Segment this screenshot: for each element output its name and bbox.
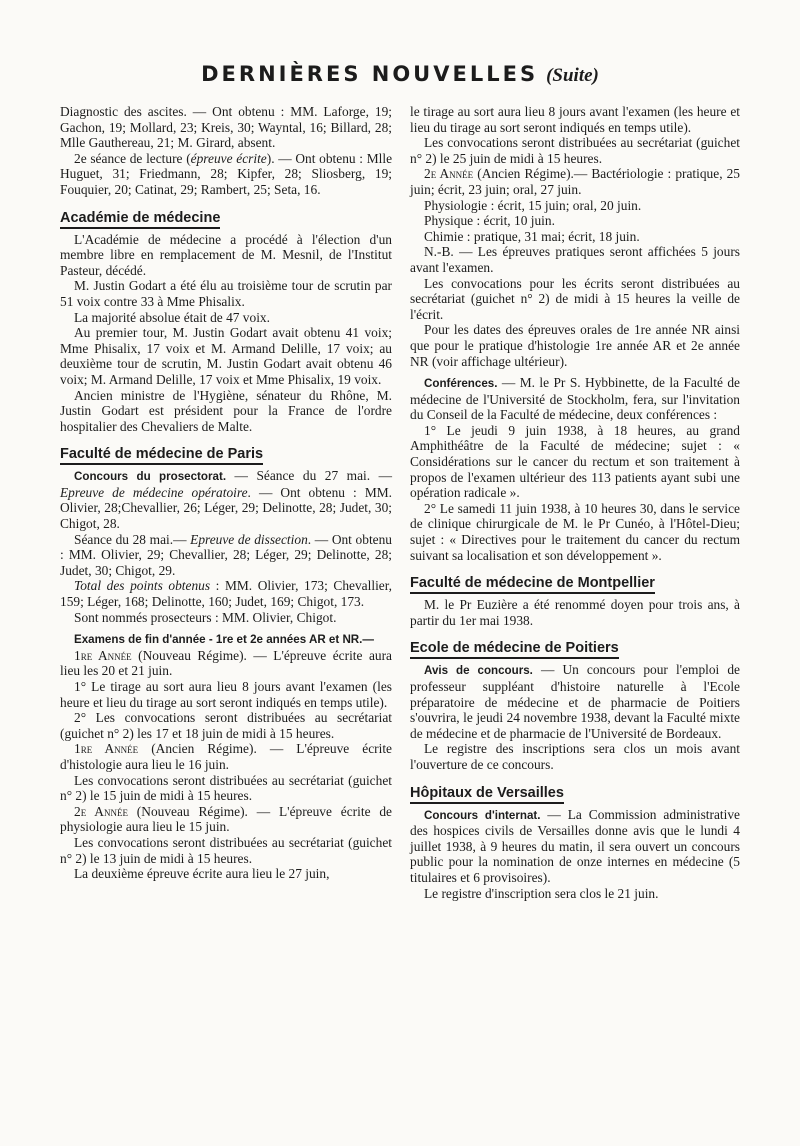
paragraph: 2e séance de lecture (épreuve écrite). — Ont obtenu : Mlle Huguet, 31; Friedmann, 28; Kipfer, 28; Sliosberg, 19; Fouquier, 20; Catinat, 29; Rambert, 25; Seta, 16. (60, 150, 393, 197)
section-academie (60, 209, 392, 435)
paragraph: Physiologie : écrit, 15 juin; oral, 20 juin. (424, 197, 642, 213)
paragraph: N.-B. — Les épreuves pratiques seront affichées 5 jours avant l'examen. (410, 244, 740, 275)
left-column (60, 104, 392, 882)
paragraph: Ancien ministre de l'Hygiène, sénateur du Rhône, M. Justin Godart est président pour la France de l'ordre hospitalier des Chevaliers de Malte. (60, 387, 392, 434)
paragraph: 1re Année (Ancien Régime). — L'épreuve écrite d'histologie aura lieu le 16 juin. (60, 741, 392, 772)
paragraph: L'Académie de médecine a procédé à l'élection d'un membre libre en remplacement de M. Mesnil, de l'Institut Pasteur, décédé. (60, 231, 392, 278)
title-suite: (Suite) (546, 65, 599, 86)
paragraph: Les convocations seront distribuées au secrétariat (guichet n° 2) le 13 juin de midi à 15 heures. (60, 834, 392, 866)
section-faculte-paris (60, 445, 392, 881)
section-versailles (410, 784, 740, 902)
paragraph: 1° Le tirage au sort aura lieu 8 jours avant l'examen (les heure et lieu du tirage au sort seront indiqués en temps utile). (60, 679, 392, 710)
section-montpellier (410, 574, 740, 628)
paragraph: Pour les dates des épreuves orales de 1re année NR ainsi que pour le pratique d'histologie 1re année AR et 2e année NR (voir affichage ultérieur). (410, 322, 740, 369)
paragraph: le tirage au sort aura lieu 8 jours avant l'examen (les heure et lieu du tirage au sort seront indiqués en temps utile). (410, 104, 740, 135)
paragraph: Au premier tour, M. Justin Godart avait obtenu 41 voix; Mme Phisalix, 17 voix et M. Armand Delille, 17 voix; au deuxième tour de scrutin, M. Justin Godart avait obtenu 46 voix; M. Armand Delille, 17 voix et Mme Phisalix, 19 voix. (60, 325, 392, 387)
paragraph: Le registre des inscriptions sera clos un mois avant l'ouverture de ce concours. (410, 741, 740, 772)
paragraph: 1re Année (Nouveau Régime). — L'épreuve écrite aura lieu les 20 et 21 juin. (60, 647, 392, 679)
paragraph: Total des points obtenus : MM. Olivier, 173; Chevallier, 159; Léger, 168; Delinotte, 160; Judet, 169; Chigot, 173. (60, 578, 393, 610)
paragraph: 2e Année (Nouveau Régime). — L'épreuve écrite de physiologie aura lieu le 15 juin. (60, 803, 392, 835)
section-title: Hôpitaux de Versailles (410, 785, 564, 804)
paragraph: Les convocations seront distribuées au secrétariat (guichet n° 2) le 15 juin de midi à 15 heures. (60, 772, 392, 804)
paragraph: La deuxième épreuve écrite aura lieu le 27 juin, (74, 866, 330, 882)
section-poitiers (410, 639, 740, 772)
paragraph: Physique : écrit, 10 juin. (424, 213, 555, 229)
paragraph: Les convocations seront distribuées au secrétariat (guichet n° 2) le 25 juin de midi à 15 heures. (410, 135, 740, 166)
paragraph: La majorité absolue était de 47 voix. (74, 309, 270, 325)
paragraph: Avis de concours. — Un concours pour l'emploi de professeur suppléant d'histoire naturelle à l'Ecole préparatoire de médecine et de pharmacie de Poitiers s'ouvrira, le jeudi 24 novembre 1938, devant la Faculté mixte de médecine et de pharmacie de l'Université de Bordeaux. (410, 662, 740, 741)
paragraph: Concours d'internat. — La Commission administrative des hospices civils de Versailles donne avis que le lundi 4 juillet 1938, à 9 heures du matin, il sera ouvert un concours public pour la nomination de onze internes en médecine (5 titulaires et 6 provisoires). (410, 806, 740, 885)
paragraph: 2e Année (Ancien Régime).— Bactériologie : pratique, 25 juin; écrit, 23 juin; oral, 27 juin. (410, 166, 740, 197)
section-title: Académie de médecine (60, 210, 220, 229)
paragraph: Concours du prosectorat. — Séance du 27 mai. — Epreuve de médecine opératoire. — Ont obtenu : MM. Olivier, 28;Chevallier, 26; Léger, 29; Delinotte, 28; Judet, 30; Chigot, 28. (60, 468, 392, 532)
paragraph: Le registre d'inscription sera clos le 21 juin. (424, 885, 659, 901)
paragraph: M. Justin Godart a été élu au troisième tour de scrutin par 51 voix contre 33 à Mme Phisalix. (60, 278, 392, 309)
section-title: Faculté de médecine de Montpellier (410, 575, 655, 594)
paragraph: Chimie : pratique, 31 mai; écrit, 18 juin. (424, 228, 640, 244)
right-column (410, 104, 740, 901)
paragraph: M. le Pr Euzière a été renommé doyen pour trois ans, à partir du 1er mai 1938. (410, 597, 740, 628)
title-text: DERNIÈRES NOUVELLES (201, 62, 539, 86)
paragraph: 2° Le samedi 11 juin 1938, à 10 heures 30, dans le service de clinique chirurgicale de M. le Pr Cunéo, à l'Hôtel-Dieu; sujet : « Directives pour le traitement du cancer du rectum suivant sa localisation et son développement ». (410, 500, 740, 563)
paragraph: 1° Le jeudi 9 juin 1938, à 18 heures, au grand Amphithéâtre de la Faculté de médecine; sujet : « Considérations sur le cancer du rectum et son traitement à propos de l'examen ultérieur des 113 patients ayant subi une opération radicale ». (410, 422, 740, 501)
paragraph: 2° Les convocations seront distribuées au secrétariat (guichet n° 2) les 17 et 18 juin de midi à 15 heures. (60, 710, 392, 741)
section-title: Faculté de médecine de Paris (60, 446, 263, 465)
page-title (0, 62, 800, 87)
paragraph: Diagnostic des ascites. — Ont obtenu : MM. Laforge, 19; Gachon, 19; Mollard, 23; Kreis, 30; Wayntal, 16; Billard, 28; Mlle Gauthereau, 21; M. Girard, absent. (60, 104, 392, 151)
section-title: Ecole de médecine de Poitiers (410, 640, 619, 659)
paragraph: Sont nommés prosecteurs : MM. Olivier, Chigot. (74, 609, 337, 625)
paragraph: Séance du 28 mai.— Epreuve de dissection. — Ont obtenu : MM. Olivier, 29; Chevallier, 28; Léger, 29; Delinotte, 28; Judet, 30; Chigot, 29. (60, 531, 392, 578)
paragraph: Les convocations pour les écrits seront distribuées au secrétariat (guichet n° 2) de midi à 15 heures la veille de l'écrit. (410, 275, 740, 322)
paragraph: Conférences. — M. le Pr S. Hybbinette, de la Faculté de médecine de l'Université de Stockholm, fera, sur l'invitation du Conseil de la Faculté de médecine, deux conférences : (410, 375, 740, 423)
paragraph: Examens de fin d'année - 1re et 2e années AR et NR.— (74, 633, 374, 647)
